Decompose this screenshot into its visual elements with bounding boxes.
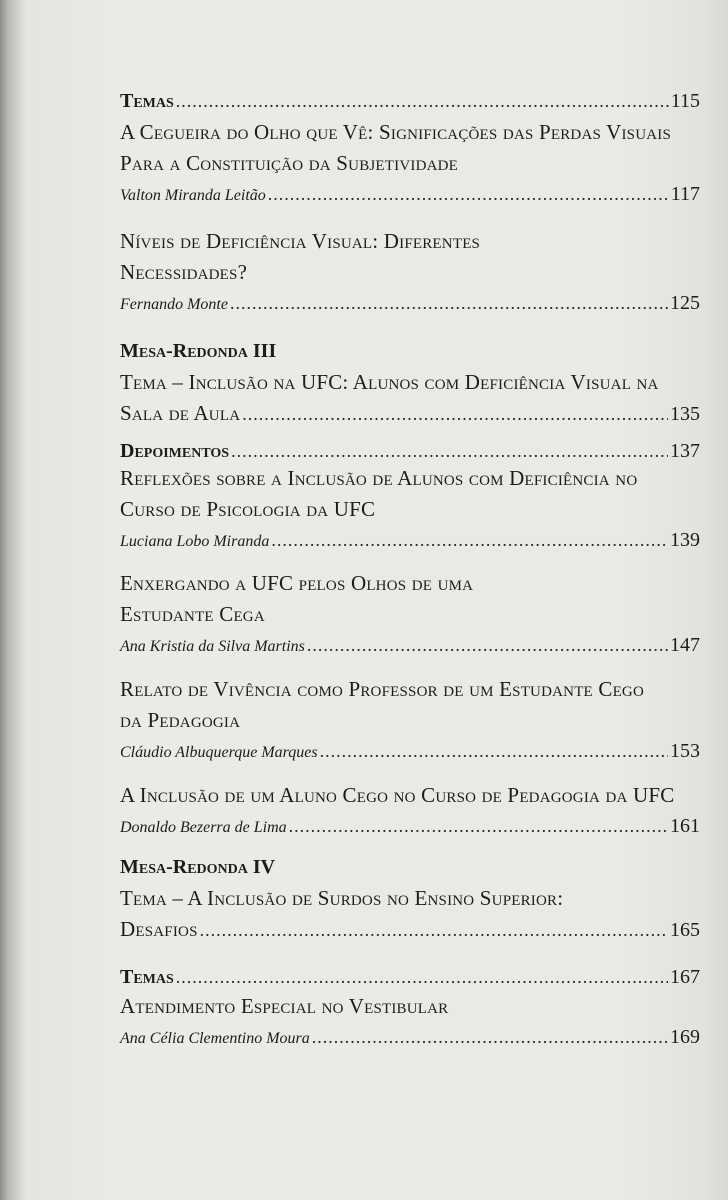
entry-title-line: Tema – Inclusão na UFC: Alunos com Deficiência Visual na xyxy=(120,370,659,394)
page-number: 125 xyxy=(670,292,700,314)
section-label: Temas xyxy=(120,90,174,112)
entry-author: Luciana Lobo Miranda xyxy=(120,533,270,550)
entry-author: Donaldo Bezerra de Lima xyxy=(120,819,287,836)
toc-entry-temas xyxy=(120,86,700,117)
toc-entry xyxy=(120,117,700,211)
dot-leader xyxy=(231,441,668,462)
section-label: Depoimentos xyxy=(120,440,230,462)
dot-leader xyxy=(176,967,668,988)
entry-title-line: Enxergando a UFC pelos Olhos de uma xyxy=(120,571,474,595)
toc-entry xyxy=(120,780,700,843)
entry-author: Ana Célia Clementino Moura xyxy=(120,1030,310,1047)
entry-author: Valton Miranda Leitão xyxy=(120,187,266,204)
toc-entry xyxy=(120,463,700,557)
page-number: 115 xyxy=(670,90,700,112)
entry-title-line: Para a Constituição da Subjetividade xyxy=(120,151,459,175)
entry-title-line: Necessidades? xyxy=(120,260,248,284)
entry-title-line: da Pedagogia xyxy=(120,708,241,732)
toc-entry xyxy=(120,568,700,662)
toc-entry xyxy=(120,991,700,1054)
toc-entry xyxy=(120,226,700,320)
entry-title-line: Estudante Cega xyxy=(120,602,265,626)
dot-leader xyxy=(268,179,669,209)
entry-title-line: Relato de Vivência como Professor de um Estudante Cego xyxy=(120,677,645,701)
dot-leader xyxy=(230,288,668,318)
entry-title-line: A Inclusão de um Aluno Cego no Curso de Pedagogia da UFC xyxy=(120,783,675,807)
section-heading: Mesa-Redonda III xyxy=(120,340,277,362)
section-heading: Mesa-Redonda IV xyxy=(120,856,276,878)
page-number: 147 xyxy=(670,634,700,656)
entry-title-line: Níveis de Deficiência Visual: Diferentes xyxy=(120,229,481,253)
section-label: Temas xyxy=(120,966,174,988)
toc-entry-mesa-redonda xyxy=(120,852,700,945)
entry-author: Cláudio Albuquerque Marques xyxy=(120,744,318,761)
page-number: 167 xyxy=(670,966,700,988)
dot-leader xyxy=(320,736,668,766)
entry-title-line: Reflexões sobre a Inclusão de Alunos com Deficiência no xyxy=(120,466,638,490)
dot-leader xyxy=(307,630,668,660)
dot-leader xyxy=(176,91,669,112)
dot-leader xyxy=(289,811,668,841)
page-number: 117 xyxy=(670,183,700,205)
entry-author: Ana Kristia da Silva Martins xyxy=(120,638,305,655)
page-number: 137 xyxy=(670,440,700,462)
entry-title-line: Tema – A Inclusão de Surdos no Ensino Superior: xyxy=(120,886,564,910)
entry-title-line: A Cegueira do Olho que Vê: Significações das Perdas Visuais xyxy=(120,120,671,144)
entry-title-line: Atendimento Especial no Vestibular xyxy=(120,994,449,1018)
entry-title-line: Curso de Psicologia da UFC xyxy=(120,497,376,521)
dot-leader xyxy=(271,525,668,555)
entry-title-line: Sala de Aula xyxy=(120,401,241,425)
page-number: 139 xyxy=(670,529,700,551)
entry-author: Fernando Monte xyxy=(120,296,228,313)
toc-entry xyxy=(120,674,700,768)
page-number: 161 xyxy=(670,815,700,837)
page-number: 169 xyxy=(670,1026,700,1048)
dot-leader xyxy=(242,404,668,425)
entry-title-line: Desafios xyxy=(120,917,198,941)
dot-leader xyxy=(312,1022,668,1052)
toc-entry-temas xyxy=(120,962,700,993)
page-number: 135 xyxy=(670,403,700,425)
toc-entry-mesa-redonda xyxy=(120,336,700,429)
dot-leader xyxy=(200,920,668,941)
page-number: 153 xyxy=(670,740,700,762)
page-number: 165 xyxy=(670,919,700,941)
